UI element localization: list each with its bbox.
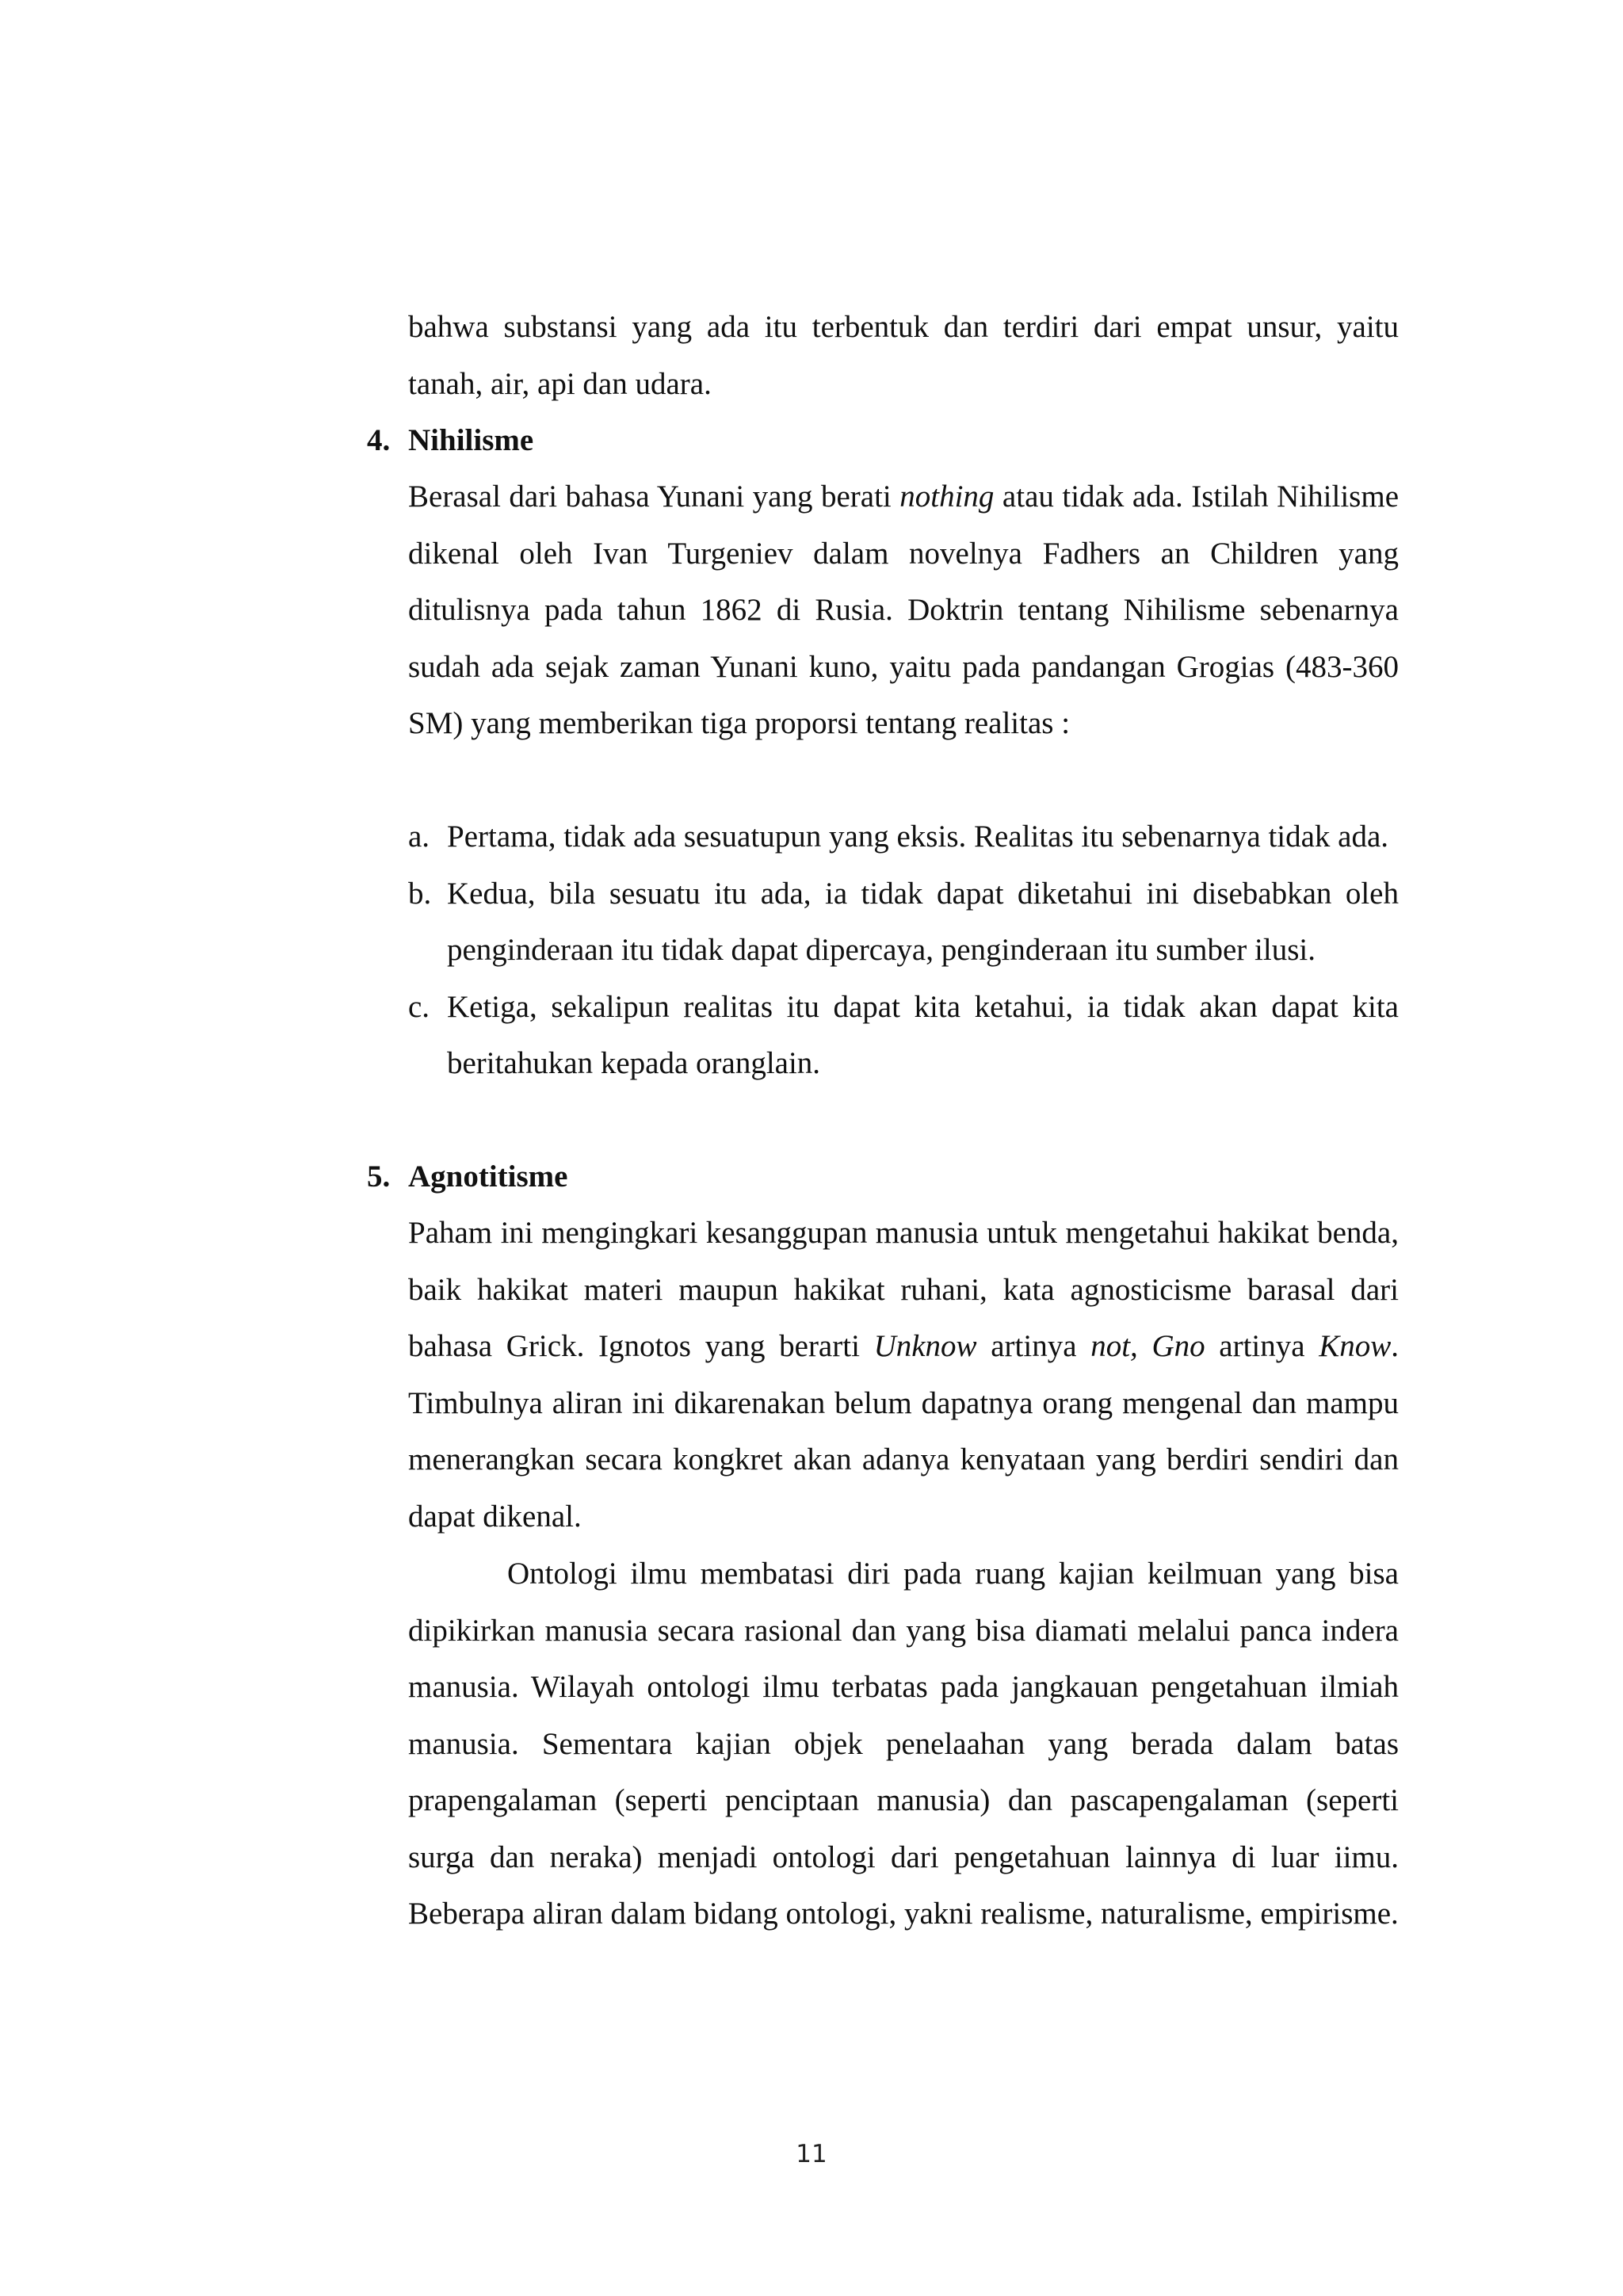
section-5-text-2: artinya [976, 1329, 1091, 1363]
section-4-heading [367, 412, 1397, 469]
list-item-text: Pertama, tidak ada sesuatupun yang eksis. Realitas itu sebenarnya tidak ada. [447, 819, 1389, 854]
italic-term-not-gno: not, Gno [1090, 1329, 1205, 1363]
section-5-number: 5. [367, 1159, 391, 1194]
list-marker: b. [408, 876, 432, 911]
section-5-text-3: artinya [1205, 1329, 1319, 1363]
italic-term-nothing: nothing [899, 479, 995, 514]
section-5-title: Agnotitisme [408, 1159, 568, 1194]
section-4-text-start: Berasal dari bahasa Yunani yang berati [408, 479, 900, 514]
list-item [408, 808, 1399, 865]
italic-term-unknow: Unknow [873, 1329, 977, 1363]
list-item-text: Ketiga, sekalipun realitas itu dapat kita ketahui, ia tidak akan dapat kita beritahukan kepada oranglain. [447, 989, 1399, 1080]
list-item [408, 979, 1399, 1092]
section-4-number: 4. [367, 423, 391, 457]
list-item [408, 865, 1399, 979]
list-item-text: Kedua, bila sesuatu itu ada, ia tidak dapat diketahui ini disebabkan oleh penginderaan itu tidak dapat dipercaya, penginderaan itu sumber ilusi. [447, 876, 1399, 967]
nihilism-propositions-list [408, 808, 1399, 1092]
list-marker: a. [408, 819, 430, 854]
closing-paragraph: Ontologi ilmu membatasi diri pada ruang kajian keilmuan yang bisa dipikirkan manusia secara rasional dan yang bisa diamati melalui panca indera manusia. Wilayah ontologi ilmu terbatas pada jangkauan pengetahuan ilmiah manusia. Sementara kajian objek penelaahan yang berada dalam batas prapengalaman (seperti penciptaan manusia) dan pascapengalaman (seperti surga dan neraka) menjadi ontologi dari pengetahuan lainnya di luar iimu. Beberapa aliran dalam bidang ontologi, yakni realisme, naturalisme, empirisme. [408, 1557, 1399, 1931]
italic-term-know: Know [1319, 1329, 1392, 1363]
section-4-paragraph [408, 468, 1399, 752]
section-4-text-end: atau tidak ada. Istilah Nihilisme dikenal oleh Ivan Turgeniev dalam novelnya Fadhers an Children yang ditulisnya pada tahun 1862 di Rusia. Doktrin tentang Nihilisme sebenarnya sudah ada sejak zaman Yunani kuno, yaitu pada pandangan Grogias (483-360 SM) yang memberikan tiga proporsi tentang realitas : [408, 479, 1400, 740]
list-marker: c. [408, 989, 430, 1024]
section-5-text-4: . Timbulnya aliran ini dikarenakan belum dapatnya orang mengenal dan mampu menerangkan secara kongkret akan adanya kenyataan yang berdiri sendiri dan dapat dikenal. [408, 1329, 1400, 1534]
page-number: 11 [796, 2140, 827, 2168]
section-5-paragraph [408, 1205, 1399, 1545]
section-5-heading [367, 1148, 1397, 1205]
section-5-text-1: Paham ini mengingkari kesanggupan manusia untuk mengetahui hakikat benda, baik hakikat materi maupun hakikat ruhani, kata agnosticisme barasal dari bahasa Grick. Ignotos yang berarti [408, 1216, 1399, 1363]
continuation-paragraph: bahwa substansi yang ada itu terbentuk dan terdiri dari empat unsur, yaitu tanah, air, api dan udara. [408, 310, 1399, 401]
section-4-title: Nihilisme [408, 423, 534, 457]
